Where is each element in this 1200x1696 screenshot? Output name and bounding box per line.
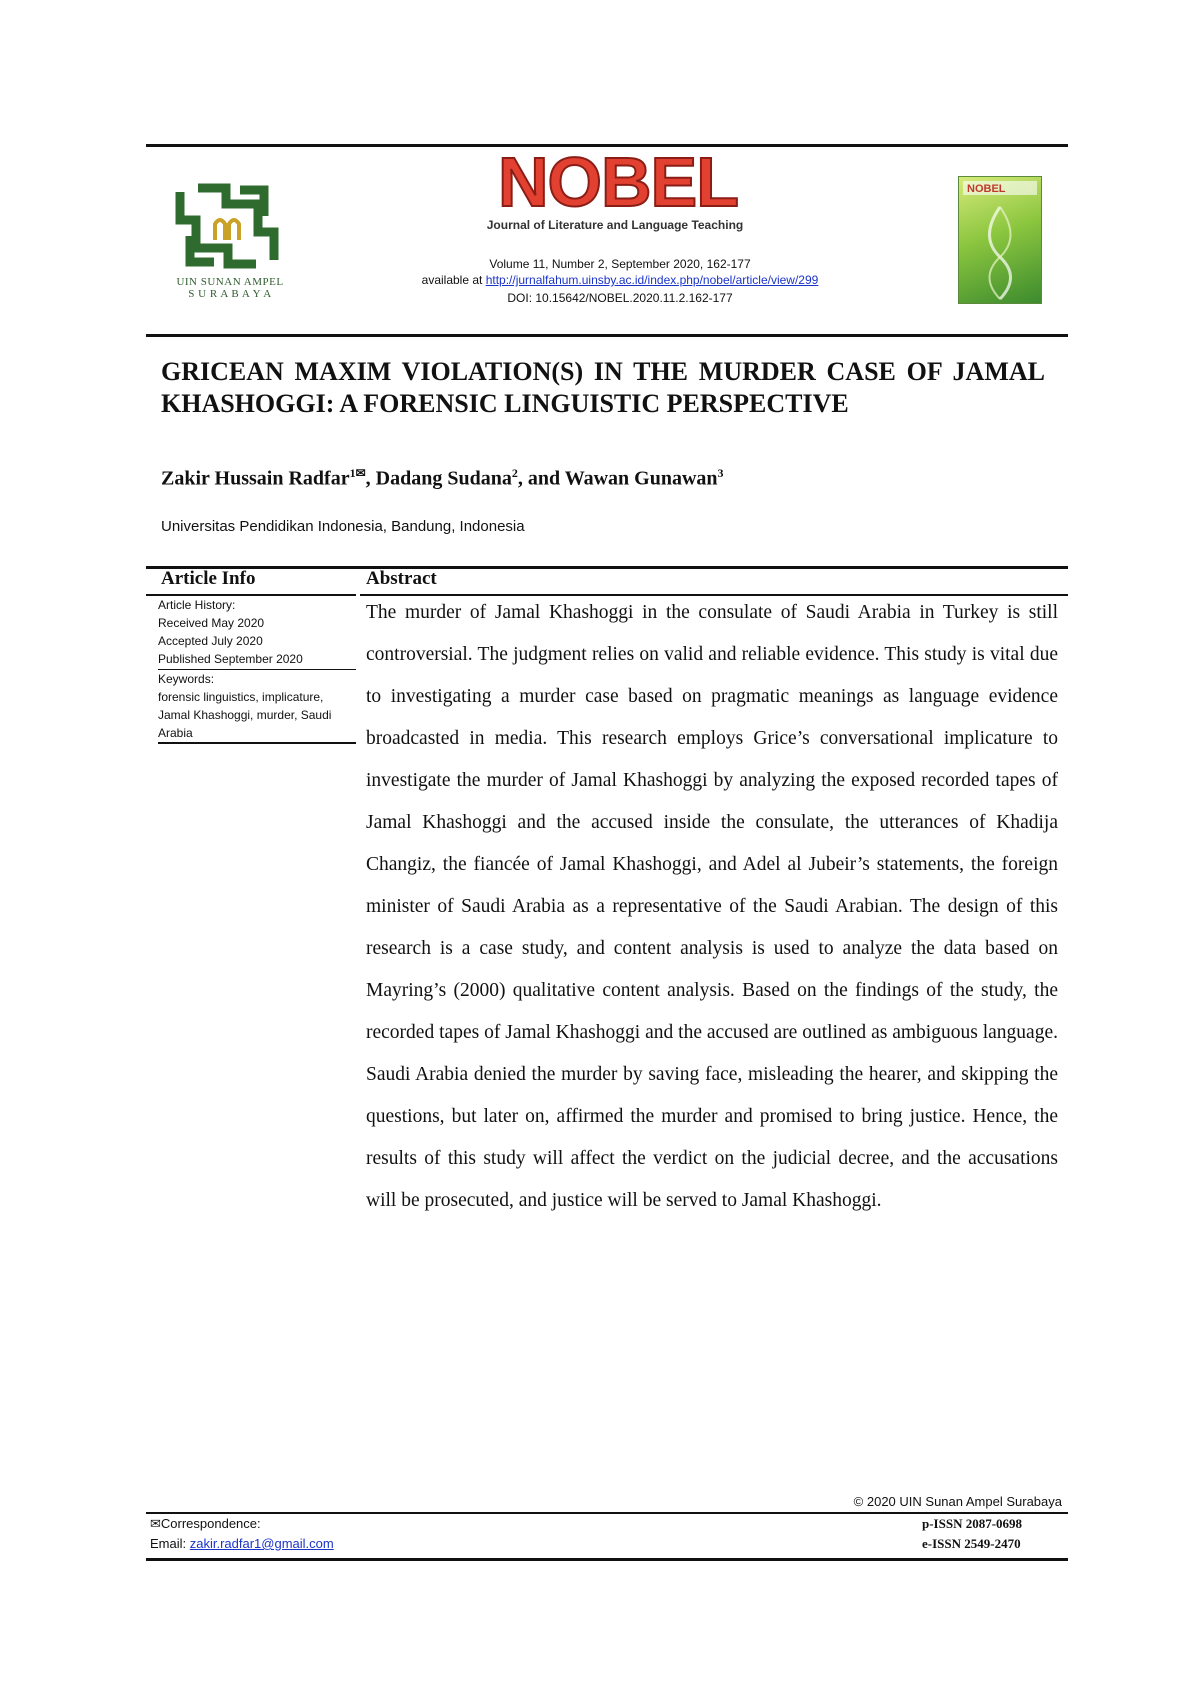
accepted-date: Accepted July 2020	[158, 634, 263, 648]
uin-logo-name: UIN SUNAN AMPEL	[176, 276, 284, 288]
article-history	[158, 596, 356, 670]
header-bottom-rule	[146, 334, 1068, 337]
cover-illustration-icon	[959, 177, 1041, 303]
author-3-name: , and Wawan Gunawan	[517, 467, 718, 490]
correspondence-label: ✉Correspondence:	[150, 1516, 261, 1531]
email-line	[150, 1536, 334, 1551]
article-title: GRICEAN MAXIM VIOLATION(S) IN THE MURDER CASE OF JAMAL KHASHOGGI: A FORENSIC LINGUISTIC PERSPECTIVE	[161, 357, 1045, 418]
journal-subtitle: Journal of Literature and Language Teaching	[486, 218, 744, 232]
article-info-panel	[158, 596, 356, 744]
abstract-text: The murder of Jamal Khashoggi in the consulate of Saudi Arabia in Turkey is still controversial. The judgment relies on valid and reliable evidence. This study is vital due to investigating a murder case based on pragmatic meanings as language evidence broadcasted in media. This research employs Grice’s conversational implicature to investigate the murder of Jamal Khashoggi by analyzing the exposed recorded tapes of Jamal Khashoggi and the accused inside the consulate, the utterances of Khadija Changiz, the fiancée of Jamal Khashoggi, and Adel al Jubeir’s statements, the foreign minister of Saudi Arabia as a representative of the Saudi Arabian. The design of this research is a case study, and content analysis is used to analyze the data based on Mayring’s (2000) qualitative content analysis. Based on the findings of the study, the recorded tapes of Jamal Khashoggi and the accused are outlined as ambiguous language. Saudi Arabia denied the murder by saving face, misleading the hearer, and skipping the questions, but later on, affirmed the murder and promised to bring justice. Hence, the results of this study will affect the verdict on the judicial decree, and the accusations will be prosecuted, and justice will be served to Jamal Khashoggi.	[366, 602, 1058, 1211]
keywords-text: forensic linguistics, implicature, Jamal Khashoggi, murder, Saudi Arabia	[158, 690, 332, 740]
keywords-block	[158, 670, 356, 744]
svg-text:NOBEL: NOBEL	[967, 183, 1006, 195]
author-3-sup: 3	[717, 466, 724, 480]
volume-line: Volume 11, Number 2, September 2020, 162-177	[489, 257, 751, 271]
affiliation: Universitas Pendidikan Indonesia, Bandung, Indonesia	[161, 518, 525, 535]
footer-bottom-rule	[146, 1558, 1068, 1561]
abstract-heading: Abstract	[366, 568, 437, 589]
journal-logo-wordmark: NOBEL	[498, 143, 738, 221]
author-1-sup: 1✉	[349, 466, 366, 480]
received-date: Received May 2020	[158, 616, 265, 630]
availability-line	[330, 272, 910, 288]
journal-cover-image	[958, 176, 1042, 304]
keywords-label: Keywords:	[158, 672, 215, 686]
copyright: © 2020 UIN Sunan Ampel Surabaya	[853, 1494, 1062, 1509]
history-label: Article History:	[158, 598, 236, 612]
email-link[interactable]: zakir.radfar1@gmail.com	[189, 1536, 334, 1551]
author-1-name: Zakir Hussain Radfar	[161, 467, 350, 490]
author-2-sup: 2	[511, 466, 518, 480]
article-url-link[interactable]: http://jurnalfahum.uinsby.ac.id/index.php/nobel/article/view/299	[485, 273, 819, 287]
availability-prefix: available at	[421, 273, 486, 287]
author-list	[161, 466, 1061, 491]
doi-line: DOI: 10.15642/NOBEL.2020.11.2.162-177	[507, 291, 733, 305]
e-issn: e-ISSN 2549-2470	[922, 1536, 1021, 1551]
info-top-rule	[146, 566, 1068, 569]
footer-top-rule	[146, 1512, 1068, 1514]
p-issn: p-ISSN 2087-0698	[922, 1516, 1023, 1531]
uin-sunan-ampel-logo	[168, 176, 286, 300]
published-date: Published September 2020	[158, 652, 303, 666]
article-info-heading: Article Info	[161, 568, 256, 589]
author-2-name: , Dadang Sudana	[365, 467, 512, 490]
uin-logo-city: S U R A B A Y A	[188, 288, 272, 300]
email-label: Email:	[150, 1536, 190, 1551]
uin-logo-emblem-icon	[168, 176, 286, 276]
